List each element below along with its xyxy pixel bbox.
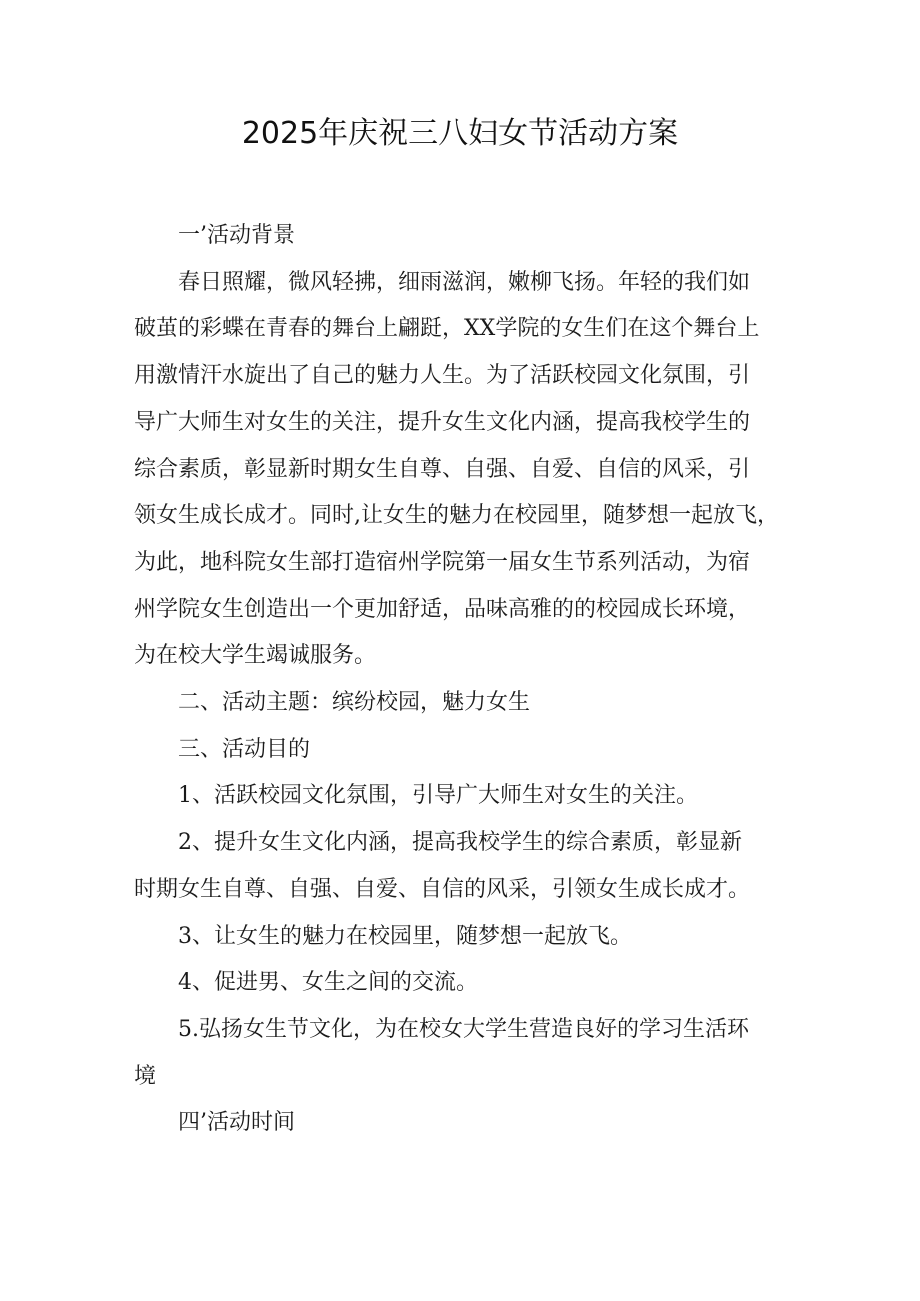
paragraph-line: 综合素质，彰显新时期女生自尊、自强、自爱、自信的风采，引: [134, 456, 751, 482]
paragraph-line: 四’活动时间: [178, 1110, 295, 1136]
paragraph-line: 二、活动主题：缤纷校园，魅力女生: [178, 690, 531, 716]
document-body: [134, 213, 789, 1147]
paragraph-heading-2: [134, 680, 789, 727]
paragraph-line: 用激情汗水旋出了自己的魅力人生。为了活跃校园文化氛围，引: [134, 363, 751, 389]
paragraph-heading-4: [134, 1100, 789, 1147]
paragraph-line: 州学院女生创造出一个更加舒适，品味高雅的的校园成长环境，: [134, 596, 751, 622]
paragraph-line: 境: [134, 1063, 157, 1089]
paragraph-line: 一’活动背景: [178, 223, 295, 248]
paragraph-goal-4: [134, 960, 789, 1007]
paragraph-line: 1、活跃校园文化氛围，引导广大师生对女生的关注。: [178, 783, 698, 809]
paragraph-line: 三、活动目的: [178, 736, 311, 762]
paragraph-line: 春日照耀，微风轻拂，细雨滋润，嫩柳飞扬。年轻的我们如: [178, 269, 751, 295]
paragraph-goal-5: [134, 1007, 789, 1100]
paragraph-line: 破茧的彩蝶在青春的舞台上翩跹，XX学院的女生们在这个舞台上: [134, 316, 760, 342]
paragraph-goal-1: [134, 773, 789, 820]
paragraph-line: 2、提升女生文化内涵，提高我校学生的综合素质，彰显新: [178, 830, 742, 856]
paragraph-line: 时期女生自尊、自强、自爱、自信的风采，引领女生成长成才。: [134, 876, 751, 902]
paragraph-goal-2: [134, 820, 789, 913]
paragraph-heading-3: [134, 727, 789, 774]
paragraph-line: 导广大师生对女生的关注，提升女生文化内涵，提高我校学生的: [134, 409, 751, 435]
document-title: 2025年庆祝三八妇女节活动方案: [241, 116, 679, 151]
paragraph-line: 4、促进男、女生之间的交流。: [178, 970, 478, 996]
paragraph-line: 3、让女生的魅力在校园里，随梦想一起放飞。: [178, 923, 632, 949]
paragraph-line: 领女生成长成才。同时,让女生的魅力在校园里，随梦想一起放飞，: [134, 503, 779, 529]
paragraph-goal-3: [134, 914, 789, 961]
paragraph-line: 5.弘扬女生节文化，为在校女大学生营造良好的学习生活环: [178, 1016, 749, 1042]
paragraph-background: [134, 260, 789, 680]
paragraph-line: 为在校大学生竭诚服务。: [134, 643, 377, 669]
paragraph-heading-1: [134, 213, 789, 260]
paragraph-line: 为此，地科院女生部打造宿州学院第一届女生节系列活动，为宿: [134, 549, 751, 575]
